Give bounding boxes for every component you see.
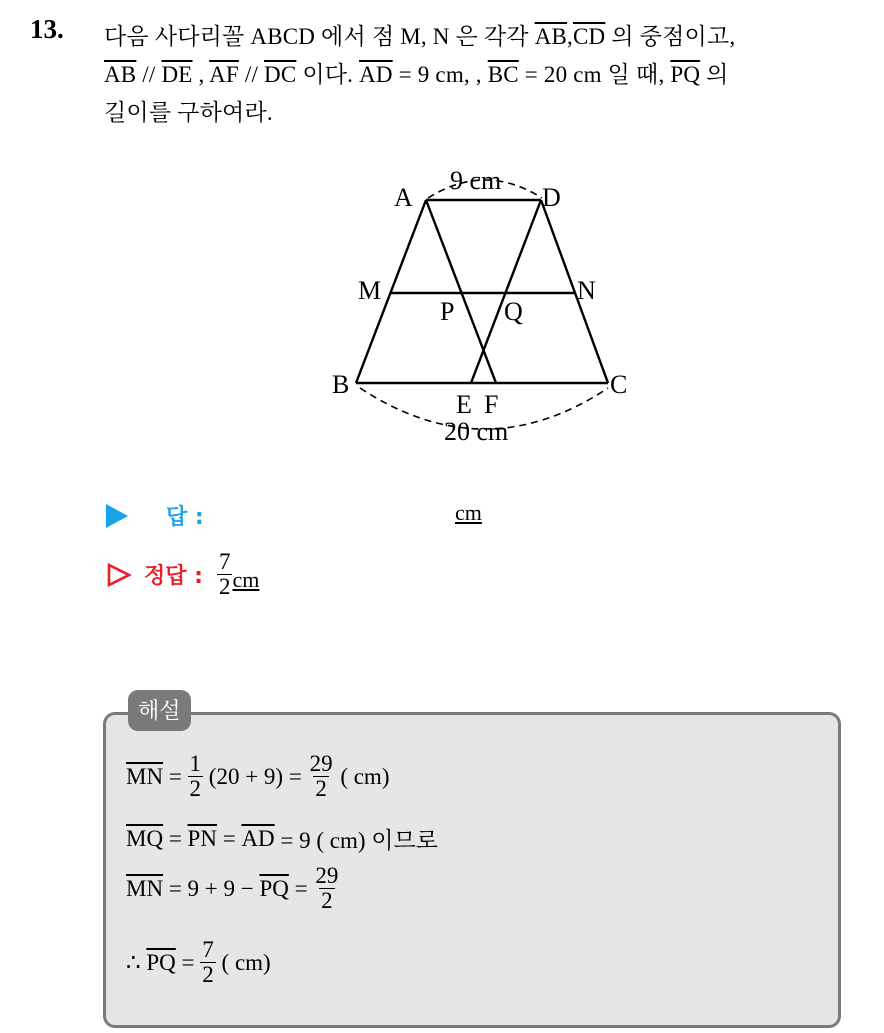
fraction-29-2: [308, 752, 335, 801]
equals: =: [163, 825, 188, 851]
separator: ,: [567, 24, 573, 49]
label-e: E: [456, 390, 472, 419]
fraction-denominator: 2: [218, 574, 231, 600]
therefore-sign: ∴: [126, 949, 147, 975]
equals: =: [216, 825, 242, 851]
question-line-2: [104, 56, 729, 89]
equals: =: [288, 875, 314, 901]
fraction-denominator: 2: [202, 962, 214, 988]
side-dc: [541, 200, 608, 383]
parallel-sign: //: [238, 62, 265, 87]
segment-mq: $\overline{MQ}$: [126, 825, 164, 851]
fraction-numerator: 7: [202, 937, 214, 962]
correct-answer-unit: cm: [232, 566, 260, 592]
line-af: [426, 200, 496, 383]
segment-ad: $\overline{AD}$: [241, 825, 275, 851]
parallel-sign: //: [136, 62, 162, 87]
solution-line-1: [126, 752, 389, 801]
fraction-29-2: [313, 864, 340, 913]
trapezoid-figure: [320, 160, 660, 454]
label-f: F: [484, 390, 499, 419]
question-text: = 9 cm, ,: [392, 62, 488, 87]
question-line-1: [104, 18, 735, 51]
label-a: A: [394, 183, 413, 212]
segment-cd: $\overline{CD}$: [573, 24, 606, 49]
label-p: P: [440, 297, 455, 326]
fraction-denominator: 2: [321, 888, 333, 914]
fraction-numerator: 29: [309, 751, 333, 776]
segment-pq: $\overline{PQ}$: [670, 62, 701, 87]
line-de: [471, 200, 541, 383]
solution-text: = 9 ( cm) 이므로: [274, 828, 438, 853]
label-d: D: [542, 183, 561, 212]
bottom-length-label: 20 cm: [444, 417, 509, 446]
question-line-3: 길이를 구하여라.: [104, 100, 273, 125]
question-text: 다음 사다리꼴 ABCD 에서 점 M, N 은 각각: [104, 24, 529, 49]
expression: (20 + 9) =: [203, 763, 308, 789]
answer-label: 답 :: [166, 505, 204, 530]
question-text: 의 중점이고,: [611, 24, 736, 49]
label-q: Q: [504, 297, 523, 326]
answer-row: [106, 500, 204, 531]
segment-mn: $\overline{MN}$: [126, 763, 164, 789]
segment-ab: $\overline{AB}$: [534, 24, 568, 49]
top-length-label: 9 cm: [450, 166, 502, 195]
segment-ab: $\overline{AB}$: [104, 62, 137, 87]
segment-mn: $\overline{MN}$: [126, 875, 164, 901]
fraction-numerator: 1: [189, 751, 202, 776]
unit: ( cm): [215, 949, 271, 975]
label-b: B: [332, 370, 350, 399]
fraction-numerator: 7: [218, 549, 231, 574]
fraction-7-2: [200, 938, 216, 987]
expression: = 9 + 9 −: [163, 875, 260, 901]
solution-tag: 해설: [128, 690, 191, 731]
trapezoid-diagram: [320, 160, 660, 450]
question-number: 13.: [30, 14, 64, 44]
segment-pn: $\overline{PN}$: [187, 825, 217, 851]
question-text: 이다.: [296, 62, 360, 87]
solution-line-4: [126, 938, 271, 987]
solution-line-3: [126, 864, 340, 913]
solution-line-2: [126, 822, 438, 855]
segment-de: $\overline{DE}$: [161, 62, 193, 87]
unit: ( cm): [334, 763, 390, 789]
separator: ,: [192, 62, 210, 87]
question-text: 의: [700, 62, 729, 87]
label-n: N: [577, 276, 596, 305]
answer-fraction: [217, 550, 233, 599]
fraction-numerator: 29: [315, 863, 339, 888]
segment-pq: $\overline{PQ}$: [146, 949, 176, 975]
correct-answer-label: 정답 :: [144, 564, 203, 590]
segment-pq: $\overline{PQ}$: [259, 875, 289, 901]
label-c: C: [610, 370, 628, 399]
label-m: M: [358, 276, 382, 305]
fraction-denominator: 2: [315, 776, 327, 802]
equals: =: [175, 949, 201, 975]
question-text: = 20 cm 일 때,: [518, 62, 671, 87]
segment-af: $\overline{AF}$: [209, 62, 239, 87]
equals: =: [163, 763, 188, 789]
fraction-denominator: 2: [189, 776, 202, 802]
outline-triangle-icon: [106, 562, 132, 588]
fraction-half: [188, 752, 204, 801]
correct-answer-row: [106, 550, 259, 599]
segment-ad: $\overline{AD}$: [359, 62, 393, 87]
answer-unit: cm: [455, 500, 482, 525]
play-triangle-icon: [106, 504, 128, 528]
segment-dc: $\overline{DC}$: [264, 62, 297, 87]
segment-bc: $\overline{BC}$: [487, 62, 519, 87]
